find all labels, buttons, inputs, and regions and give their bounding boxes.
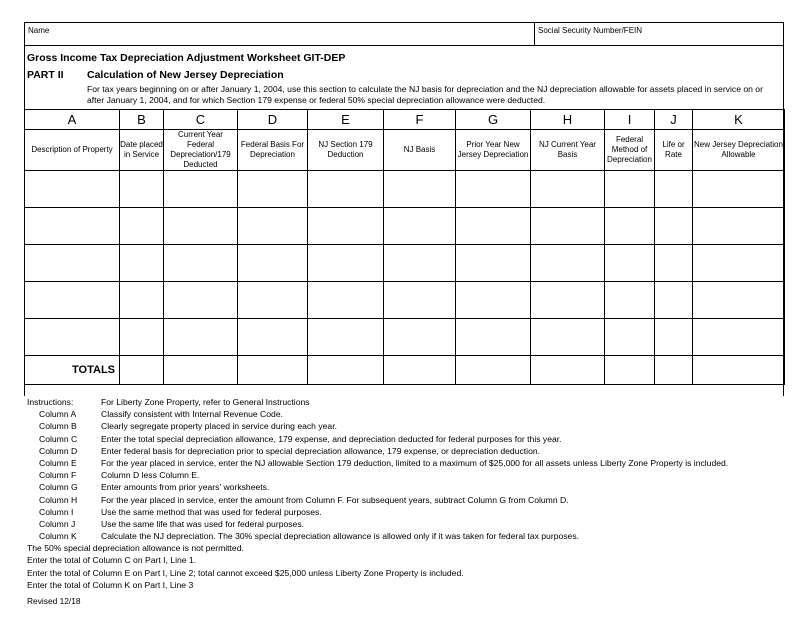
entry-cell[interactable] bbox=[693, 319, 785, 356]
instruction-key: Column J bbox=[39, 518, 76, 529]
entry-cell[interactable] bbox=[655, 208, 693, 245]
instruction-key: Instructions: bbox=[27, 397, 74, 407]
revision-label: Revised 12/18 bbox=[27, 596, 81, 606]
column-header: Description of Property bbox=[25, 130, 120, 171]
entry-cell[interactable] bbox=[693, 208, 785, 245]
entry-cell[interactable] bbox=[120, 282, 164, 319]
entry-cell[interactable] bbox=[164, 171, 238, 208]
entry-cell[interactable] bbox=[120, 319, 164, 356]
column-letter: D bbox=[238, 110, 308, 130]
instruction-text: Use the same method that was used for federal purposes. bbox=[101, 506, 322, 517]
entry-cell[interactable] bbox=[25, 319, 120, 356]
note-line: Enter the total of Column C on Part I, Line 1. bbox=[27, 555, 197, 566]
instruction-row bbox=[27, 481, 464, 493]
table-row bbox=[25, 319, 785, 356]
entry-cell[interactable] bbox=[25, 171, 120, 208]
entry-cell[interactable] bbox=[238, 282, 308, 319]
entry-cell[interactable] bbox=[238, 245, 308, 282]
instruction-key: Column E bbox=[39, 457, 77, 468]
column-header: NJ Section 179 Deduction bbox=[308, 130, 384, 171]
entry-cell[interactable] bbox=[384, 319, 456, 356]
entry-cell[interactable] bbox=[531, 282, 605, 319]
entry-cell[interactable] bbox=[384, 171, 456, 208]
instruction-row bbox=[27, 494, 569, 506]
entry-cell[interactable] bbox=[456, 245, 531, 282]
total-cell[interactable] bbox=[605, 356, 655, 385]
instruction-text: For the year placed in service, enter the amount from Column F. For subsequent years, subtract Column G from Column D. bbox=[101, 494, 569, 505]
entry-cell[interactable] bbox=[456, 282, 531, 319]
entry-cell[interactable] bbox=[531, 319, 605, 356]
instruction-text: Column D less Column E. bbox=[101, 470, 200, 481]
instruction-row bbox=[27, 530, 580, 542]
note-line: The 50% special depreciation allowance is not permitted. bbox=[27, 543, 244, 554]
column-header: Federal Method of Depreciation bbox=[605, 130, 655, 171]
entry-cell[interactable] bbox=[655, 282, 693, 319]
column-letter: I bbox=[605, 110, 655, 130]
instruction-row bbox=[27, 396, 464, 408]
entry-cell[interactable] bbox=[456, 319, 531, 356]
instruction-text: Enter amounts from prior years' worksheets. bbox=[101, 482, 270, 493]
intro-text: For tax years beginning on or after January 1, 2004, use this section to calculate the NJ basis for depreciation and the NJ depreciation allowable for assets placed in service on or after January 1, 2004, and for which Section 179 expense or federal 50% special depreciation allowance were deducted. bbox=[87, 84, 763, 105]
instruction-key: Column C bbox=[39, 433, 78, 444]
entry-cell[interactable] bbox=[164, 208, 238, 245]
total-cell[interactable] bbox=[693, 356, 785, 385]
total-cell[interactable] bbox=[164, 356, 238, 385]
column-letter: G bbox=[456, 110, 531, 130]
entry-cell[interactable] bbox=[238, 208, 308, 245]
entry-cell[interactable] bbox=[164, 282, 238, 319]
entry-cell[interactable] bbox=[693, 245, 785, 282]
table-row bbox=[25, 282, 785, 319]
column-header: Date placed in Service bbox=[120, 130, 164, 171]
form-title: Gross Income Tax Depreciation Adjustment Worksheet GIT-DEP bbox=[27, 52, 346, 64]
table-row bbox=[25, 171, 785, 208]
instruction-text: For the year placed in service, enter the NJ allowable Section 179 deduction, limited to a maximum of $25,000 for all assets unless Liberty Zone Property is included. bbox=[101, 457, 729, 468]
instruction-key: Column F bbox=[39, 470, 77, 481]
column-header: Life or Rate bbox=[655, 130, 693, 171]
instruction-key: Column D bbox=[39, 445, 78, 456]
column-letter: K bbox=[693, 110, 785, 130]
entry-cell[interactable] bbox=[531, 171, 605, 208]
entry-cell[interactable] bbox=[308, 245, 384, 282]
column-letter: H bbox=[531, 110, 605, 130]
entry-cell[interactable] bbox=[605, 208, 655, 245]
instruction-row bbox=[27, 420, 464, 432]
instructions-block bbox=[27, 396, 729, 591]
note-line: Enter the total of Column K on Part I, Line 3 bbox=[27, 579, 194, 590]
part-label: PART II bbox=[27, 69, 64, 81]
entry-cell[interactable] bbox=[308, 171, 384, 208]
table-row bbox=[25, 208, 785, 245]
instruction-text: Classify consistent with Internal Revenue Code. bbox=[101, 409, 283, 420]
entry-cell[interactable] bbox=[164, 319, 238, 356]
entry-cell[interactable] bbox=[308, 282, 384, 319]
column-header: Prior Year New Jersey Depreciation bbox=[456, 130, 531, 171]
entry-cell[interactable] bbox=[456, 171, 531, 208]
entry-cell[interactable] bbox=[605, 282, 655, 319]
column-header: Current Year Federal Depreciation/179 Deducted bbox=[164, 130, 238, 171]
instruction-key: Column A bbox=[39, 409, 77, 420]
column-letter: A bbox=[25, 110, 120, 130]
instruction-key: Column K bbox=[39, 531, 77, 542]
total-cell[interactable] bbox=[531, 356, 605, 385]
instruction-row bbox=[27, 408, 464, 420]
totals-row bbox=[25, 356, 785, 385]
instruction-row bbox=[27, 457, 729, 469]
entry-cell[interactable] bbox=[456, 208, 531, 245]
entry-cell[interactable] bbox=[605, 171, 655, 208]
total-cell[interactable] bbox=[655, 356, 693, 385]
instruction-text: Enter the total special depreciation allowance, 179 expense, and depreciation deducted for federal purposes for this year. bbox=[101, 433, 562, 444]
instruction-key: Column B bbox=[39, 421, 77, 432]
column-header: Federal Basis For Depreciation bbox=[238, 130, 308, 171]
ssn-label: Social Security Number/FEIN bbox=[538, 26, 643, 35]
entry-cell[interactable] bbox=[384, 282, 456, 319]
entry-cell[interactable] bbox=[655, 171, 693, 208]
entry-cell[interactable] bbox=[164, 245, 238, 282]
instruction-key: Column G bbox=[39, 482, 78, 493]
column-letter: E bbox=[308, 110, 384, 130]
entry-cell[interactable] bbox=[605, 319, 655, 356]
total-cell[interactable] bbox=[120, 356, 164, 385]
note-line: Enter the total of Column E on Part I, Line 2; total cannot exceed $25,000 unless Liberty Zone Property is included. bbox=[27, 567, 464, 578]
entry-cell[interactable] bbox=[25, 282, 120, 319]
entry-cell[interactable] bbox=[384, 245, 456, 282]
entry-cell[interactable] bbox=[605, 245, 655, 282]
depreciation-table bbox=[24, 109, 785, 385]
instruction-row bbox=[27, 518, 464, 530]
entry-cell[interactable] bbox=[120, 171, 164, 208]
entry-cell[interactable] bbox=[238, 319, 308, 356]
instruction-text: For Liberty Zone Property, refer to General Instructions bbox=[101, 397, 310, 407]
identity-box bbox=[24, 22, 784, 46]
entry-cell[interactable] bbox=[120, 245, 164, 282]
entry-cell[interactable] bbox=[384, 208, 456, 245]
instruction-text: Clearly segregate property placed in service during each year. bbox=[101, 421, 337, 432]
column-letter: B bbox=[120, 110, 164, 130]
entry-cell[interactable] bbox=[693, 171, 785, 208]
instruction-key: Column H bbox=[39, 494, 78, 505]
column-header: NJ Basis bbox=[384, 130, 456, 171]
entry-cell[interactable] bbox=[25, 245, 120, 282]
entry-cell[interactable] bbox=[531, 208, 605, 245]
entry-cell[interactable] bbox=[120, 208, 164, 245]
total-cell[interactable] bbox=[308, 356, 384, 385]
entry-cell[interactable] bbox=[655, 319, 693, 356]
column-header: New Jersey Depreciation Allowable bbox=[693, 130, 785, 171]
name-label: Name bbox=[28, 26, 50, 35]
instruction-row bbox=[27, 445, 541, 457]
instruction-row bbox=[27, 469, 464, 481]
entry-cell[interactable] bbox=[238, 171, 308, 208]
entry-cell[interactable] bbox=[655, 245, 693, 282]
instruction-text: Enter federal basis for depreciation prior to special depreciation allowance, 179 expense, or depreciation deduction. bbox=[101, 445, 541, 456]
instruction-row bbox=[27, 433, 562, 445]
entry-cell[interactable] bbox=[308, 208, 384, 245]
table-row bbox=[25, 245, 785, 282]
total-cell[interactable] bbox=[384, 356, 456, 385]
instruction-text: Use the same life that was used for federal purposes. bbox=[101, 518, 305, 529]
identity-divider bbox=[534, 23, 535, 45]
instruction-row bbox=[27, 506, 464, 518]
column-header-row bbox=[25, 130, 785, 171]
total-cell[interactable] bbox=[456, 356, 531, 385]
entry-cell[interactable] bbox=[531, 245, 605, 282]
entry-cell[interactable] bbox=[693, 282, 785, 319]
part-title: Calculation of New Jersey Depreciation bbox=[87, 69, 284, 81]
column-letter: C bbox=[164, 110, 238, 130]
column-letter-row bbox=[25, 110, 785, 130]
column-letter: J bbox=[655, 110, 693, 130]
column-letter: F bbox=[384, 110, 456, 130]
totals-label: TOTALS bbox=[25, 356, 120, 385]
entry-cell[interactable] bbox=[308, 319, 384, 356]
entry-cell[interactable] bbox=[25, 208, 120, 245]
instruction-key: Column I bbox=[39, 506, 74, 517]
column-header: NJ Current Year Basis bbox=[531, 130, 605, 171]
instruction-text: Calculate the NJ depreciation. The 30% special depreciation allowance is allowed only if it was taken for federal tax purposes. bbox=[101, 531, 580, 542]
total-cell[interactable] bbox=[238, 356, 308, 385]
